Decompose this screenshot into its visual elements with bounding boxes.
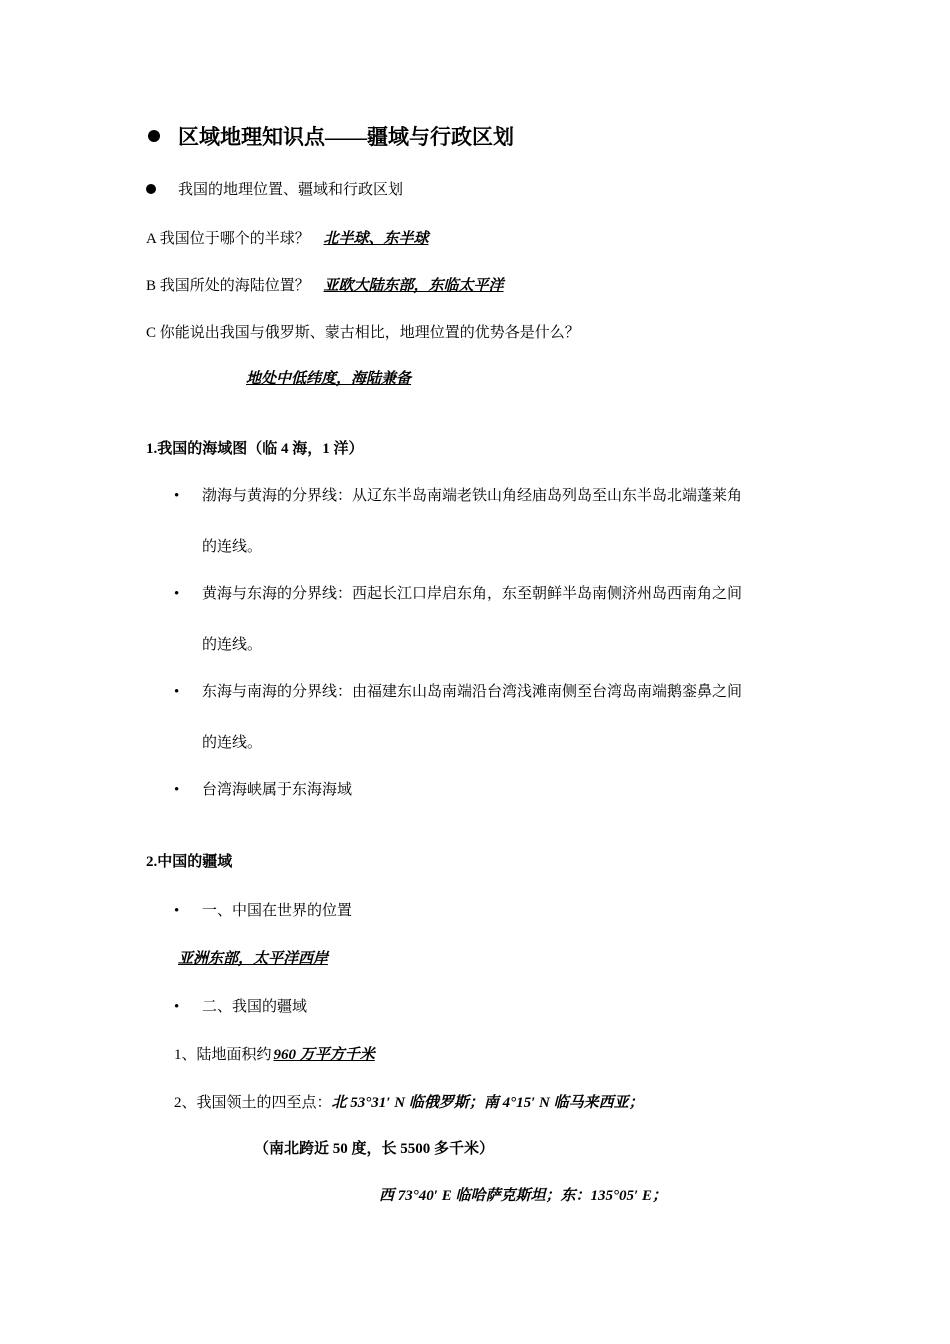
question-c: C 你能说出我国与俄罗斯、蒙古相比，地理位置的优势各是什么？: [146, 325, 580, 341]
section2-answer1: 亚洲东部，太平洋西岸: [178, 951, 329, 967]
question-b-text: B 我国所处的海陆位置？: [146, 278, 310, 294]
answer-b: 亚欧大陆东部，东临太平洋: [323, 278, 504, 294]
section2-item2: 二、我国的疆域: [202, 999, 308, 1015]
section2-item1: 一、中国在世界的位置: [202, 903, 353, 919]
list-bullet-5: •: [174, 903, 180, 919]
list-bullet-2: •: [174, 586, 180, 602]
ns-note: （南北跨近 50 度，长 5500 多千米）: [254, 1141, 495, 1157]
list-item-2-line1: 黄海与东海的分界线：西起长江口岸启东角，东至朝鲜半岛南侧济州岛西南角之间: [202, 586, 743, 602]
extremes-line: [174, 1093, 644, 1113]
extremes-ns: 北 53°31′ N 临俄罗斯；南 4°15′ N 临马来西亚；: [331, 1095, 644, 1111]
extremes-we: 西 73°40′ E 临哈萨克斯坦；东：135°05′ E；: [379, 1188, 667, 1204]
answer-a: 北半球、东半球: [323, 231, 429, 247]
title-bullet-icon: [148, 130, 160, 142]
section1-heading: 1.我国的海域图（临 4 海，1 洋）: [146, 441, 364, 457]
list-item-3-line2: 的连线。: [202, 735, 263, 751]
subtitle-bullet-icon: [146, 184, 156, 194]
question-a: [146, 229, 429, 249]
page-title: 区域地理知识点——疆域与行政区划: [178, 125, 514, 149]
question-a-text: A 我国位于哪个的半球？: [146, 231, 310, 247]
list-item-1-line2: 的连线。: [202, 539, 263, 555]
list-bullet-6: •: [174, 999, 180, 1015]
list-item-4-line1: 台湾海峡属于东海海域: [202, 782, 353, 798]
list-item-1-line1: 渤海与黄海的分界线：从辽东半岛南端老铁山角经庙岛列岛至山东半岛北端蓬莱角: [202, 488, 743, 504]
extremes-label: 2、我国领土的四至点：: [174, 1095, 332, 1111]
list-bullet-1: •: [174, 488, 180, 504]
list-item-2-line2: 的连线。: [202, 637, 263, 653]
area-value: 960 万平方千米: [273, 1047, 375, 1063]
area-line: [174, 1045, 375, 1065]
question-b: [146, 276, 504, 296]
subtitle: 我国的地理位置、疆域和行政区划: [178, 182, 404, 198]
section2-heading: 2.中国的疆域: [146, 854, 233, 870]
list-bullet-3: •: [174, 684, 180, 700]
answer-c: 地处中低纬度，海陆兼备: [246, 371, 412, 387]
list-bullet-4: •: [174, 782, 180, 798]
area-label: 1、陆地面积约: [174, 1047, 272, 1063]
list-item-3-line1: 东海与南海的分界线：由福建东山岛南端沿台湾浅滩南侧至台湾岛南端鹅銮鼻之间: [202, 684, 743, 700]
